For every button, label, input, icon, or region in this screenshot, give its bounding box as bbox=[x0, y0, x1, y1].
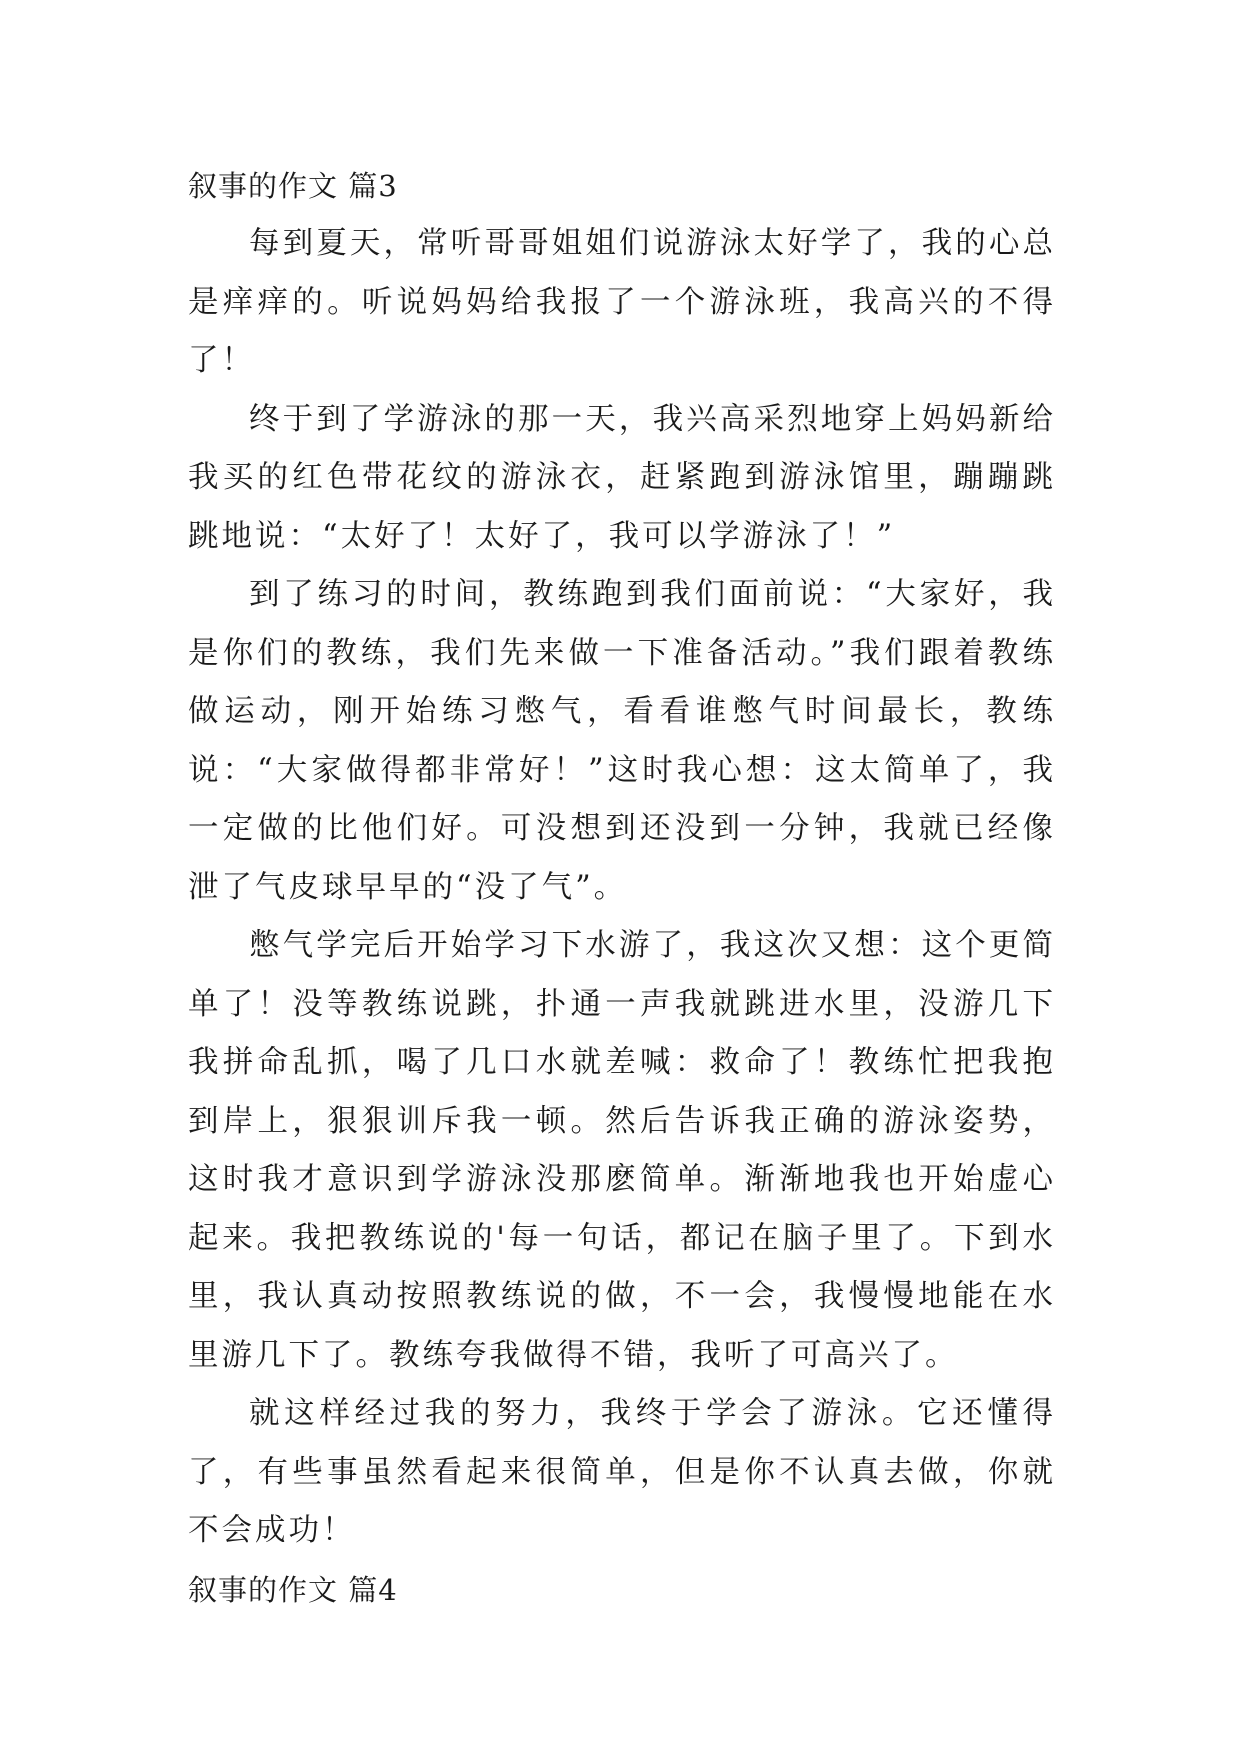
section-title: 叙事的作文 篇4 bbox=[188, 1572, 398, 1607]
document-body bbox=[188, 157, 1056, 1619]
paragraph: 就这样经过我的努力，我终于学会了游泳。它还懂得了，有些事虽然看起来很简单，但是你不认真去做，你就不会成功！ bbox=[188, 1396, 1056, 1548]
paragraph: 到了练习的时间，教练跑到我们面前说：“大家好，我是你们的教练，我们先来做一下准备活动。”我们跟着教练做运动，刚开始练习憋气，看看谁憋气时间最长，教练说：“大家做得都非常好！”这时我心想：这太简单了，我一定做的比他们好。可没想到还没到一分钟，我就已经像泄了气皮球早早的“没了气”。 bbox=[188, 577, 1056, 905]
paragraph: 终于到了学游泳的那一天，我兴高采烈地穿上妈妈新给我买的红色带花纹的游泳衣，赶紧跑到游泳馆里，蹦蹦跳跳地说：“太好了！太好了，我可以学游泳了！” bbox=[188, 401, 1056, 554]
paragraph: 憋气学完后开始学习下水游了，我这次又想：这个更简单了！没等教练说跳，扑通一声我就跳进水里，没游几下我拼命乱抓，喝了几口水就差喊：救命了！教练忙把我抱到岸上，狠狠训斥我一顿。然后告诉我正确的游泳姿势，这时我才意识到学游泳没那麽简单。渐渐地我也开始虚心起来。我把教练说的'每一句话，都记在脑子里了。下到水里，我认真动按照教练说的做，不一会，我慢慢地能在水里游几下了。教练夸我做得不错，我听了可高兴了。 bbox=[188, 928, 1056, 1373]
section-title: 叙事的作文 篇3 bbox=[188, 169, 398, 203]
paragraph: 每到夏天，常听哥哥姐姐们说游泳太好学了，我的心总是痒痒的。听说妈妈给我报了一个游泳班，我高兴的不得了！ bbox=[188, 226, 1056, 378]
